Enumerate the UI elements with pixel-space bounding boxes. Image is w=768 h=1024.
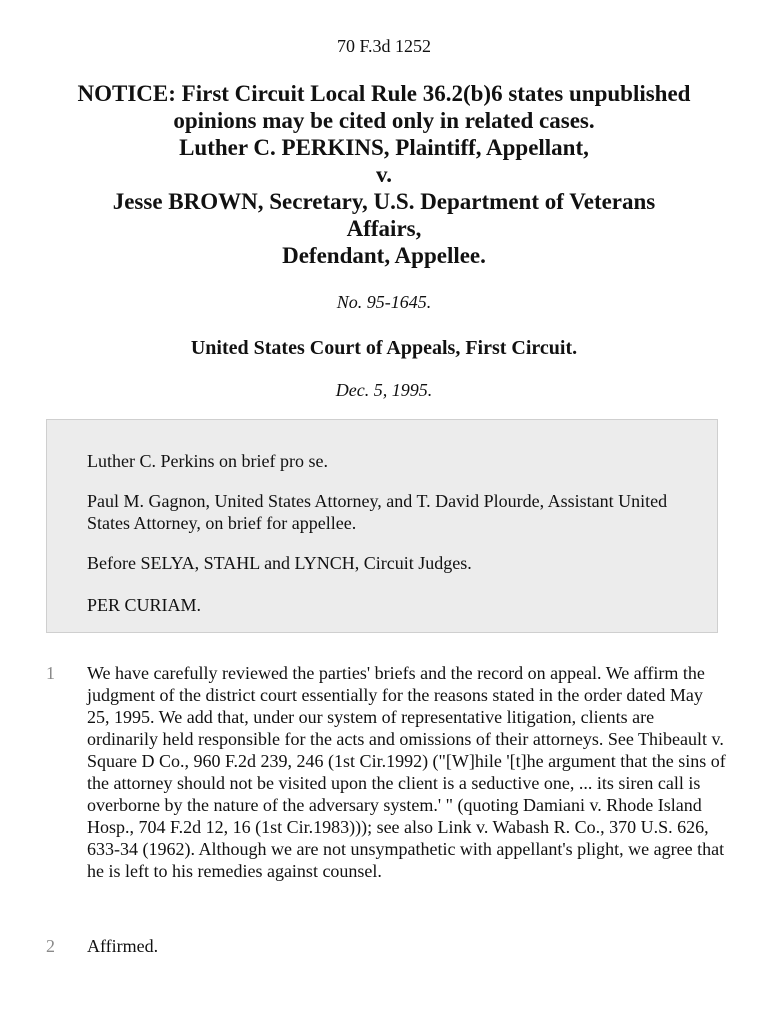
paragraph-text: We have carefully reviewed the parties' briefs and the record on appeal. We affirm the judgment of the district court essentially for the reasons stated in the order dated May 25, 1995. We add that, under our system of representative litigation, clients are ordinarily held responsible for the acts and omissions of their attorneys. See Thibeault v. Square D Co., 960 F.2d 239, 246 (1st Cir.1992) ("[W]hile '[t]he argument that the sins of the attorney should not be visited upon the client is a seductive one, ... its siren call is overborne by the nature of the adversary system.' " (quoting Damiani v. Rhode Island Hosp., 704 F.2d 12, 16 (1st Cir.1983))); see also Link v. Wabash R. Co., 370 U.S. 626, 633-34 (1962). Although we are not unsympathetic with appellant's plight, we agree that he is left to his remedies against counsel.	[87, 663, 726, 881]
court-name: United States Court of Appeals, First Circuit.	[190, 337, 578, 359]
notice-line: NOTICE: First Circuit Local Rule 36.2(b)6 states unpublished	[77, 81, 691, 106]
paragraph-number: 2	[46, 936, 55, 956]
decision-date: Dec. 5, 1995.	[335, 380, 433, 400]
defendant-name: Jesse BROWN, Secretary, U.S. Department of Veterans	[112, 189, 656, 214]
defendant-counsel: Paul M. Gagnon, United States Attorney, and T. David Plourde, Assistant United States Attorney, on brief for appellee.	[87, 491, 668, 533]
docket-number: No. 95-1645.	[336, 292, 432, 312]
versus: v.	[376, 162, 392, 187]
notice-line: opinions may be cited only in related cases.	[173, 108, 595, 133]
defendant-name: Affairs,	[346, 216, 422, 241]
panel-judges: Before SELYA, STAHL and LYNCH, Circuit Judges.	[87, 553, 472, 573]
counsel-panel	[46, 419, 718, 633]
defendant-role: Defendant, Appellee.	[282, 243, 486, 268]
plaintiff-counsel: Luther C. Perkins on brief pro se.	[87, 451, 328, 471]
reporter-citation: 70 F.3d 1252	[336, 36, 432, 56]
paragraph-text: Affirmed.	[87, 936, 159, 956]
case-caption	[30, 80, 738, 269]
paragraph-number: 1	[46, 663, 55, 683]
per-curiam: PER CURIAM.	[87, 595, 202, 615]
plaintiff-name: Luther C. PERKINS, Plaintiff, Appellant,	[179, 135, 589, 160]
